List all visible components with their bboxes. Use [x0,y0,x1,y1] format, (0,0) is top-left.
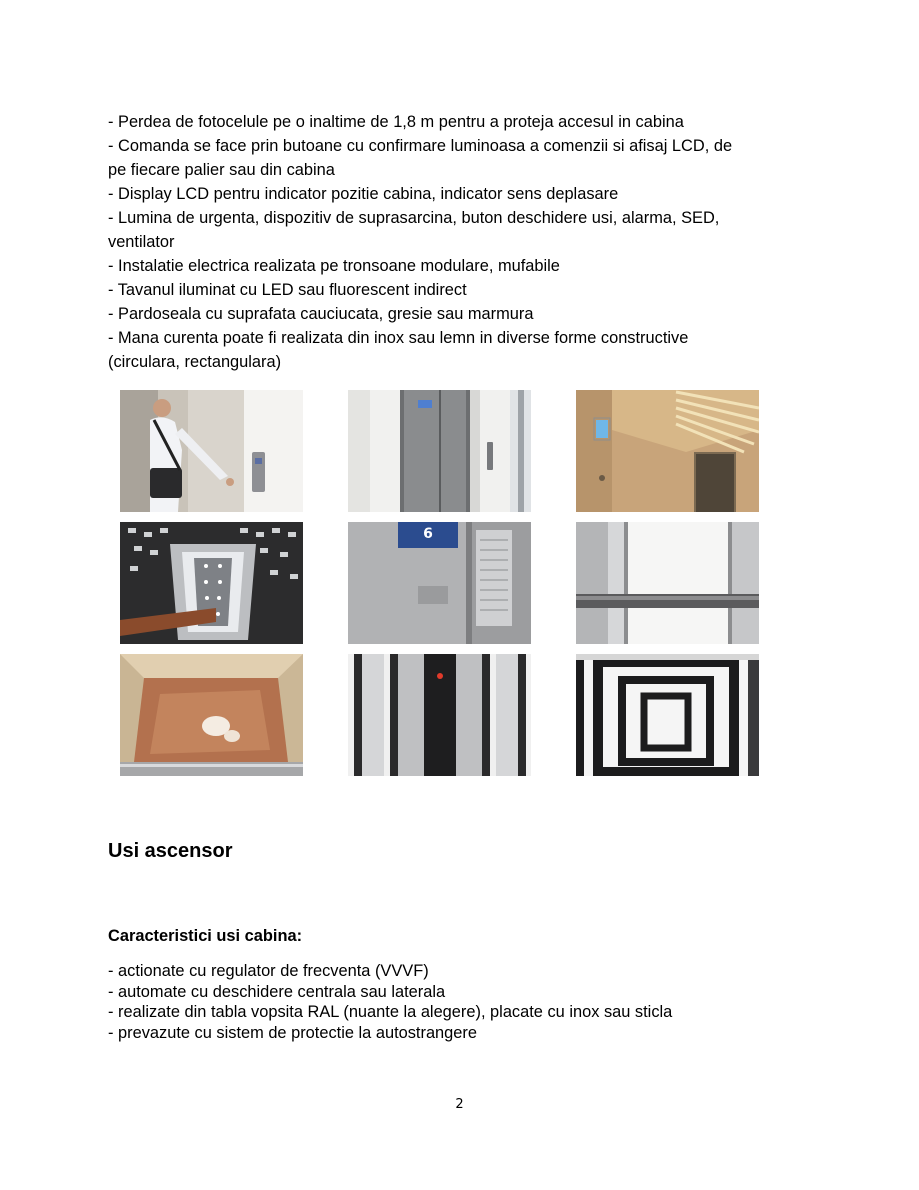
list-item: - Lumina de urgenta, dispozitiv de suprasarcina, buton deschidere usi, alarma, SED, [108,209,720,227]
floor-number-display: 6 [423,526,433,542]
list-item: - Instalatie electrica realizata pe tronsoane modulare, mufabile [108,257,560,275]
list-item: (circulara, rectangulara) [108,353,282,371]
list-item: - prevazute cu sistem de protectie la autostrangere [108,1023,477,1042]
list-item: - actionate cu regulator de frecventa (VVVF) [108,962,429,980]
photo-man-pressing-button [120,390,303,512]
cabin-features-list [108,110,808,374]
list-item: - Mana curenta poate fi realizata din inox sau lemn in diverse forme constructive [108,329,689,347]
section-title: Usi ascensor [108,840,233,862]
elevator-photo-gallery [120,390,760,776]
photo-display-panel [348,390,531,512]
photo-floor-indicator-panel [348,522,531,644]
list-item: pe fiecare palier sau din cabina [108,161,335,179]
list-item: - Comanda se face prin butoane cu confirmare luminoasa a comenzii si afisaj LCD, de [108,137,733,155]
page-number: 2 [455,1097,464,1112]
list-item: - Perdea de fotocelule pe o inaltime de 1,8 m pentru a proteja accesul in cabina [108,113,684,131]
list-item: - automate cu deschidere centrala sau laterala [108,982,446,1001]
photo-perforated-ceiling [120,522,303,644]
list-item: ventilator [108,233,175,251]
list-item: - realizate din tabla vopsita RAL (nuante la alegere), placate cu inox sau sticla [108,1003,673,1021]
door-features-list [108,961,808,1043]
photo-geometric-floor-pattern [576,654,759,776]
photo-handrail [576,522,759,644]
list-item: - Display LCD pentru indicator pozitie cabina, indicator sens deplasare [108,185,619,203]
list-item: - Pardoseala cu suprafata cauciucata, gresie sau marmura [108,305,534,323]
photo-marble-floor [120,654,303,776]
subsection-title: Caracteristici usi cabina: [108,927,303,945]
list-item: - Tavanul iluminat cu LED sau fluorescent indirect [108,281,467,299]
photo-cabin-interior-ceiling [576,390,759,512]
photo-textured-door-panels [348,654,531,776]
